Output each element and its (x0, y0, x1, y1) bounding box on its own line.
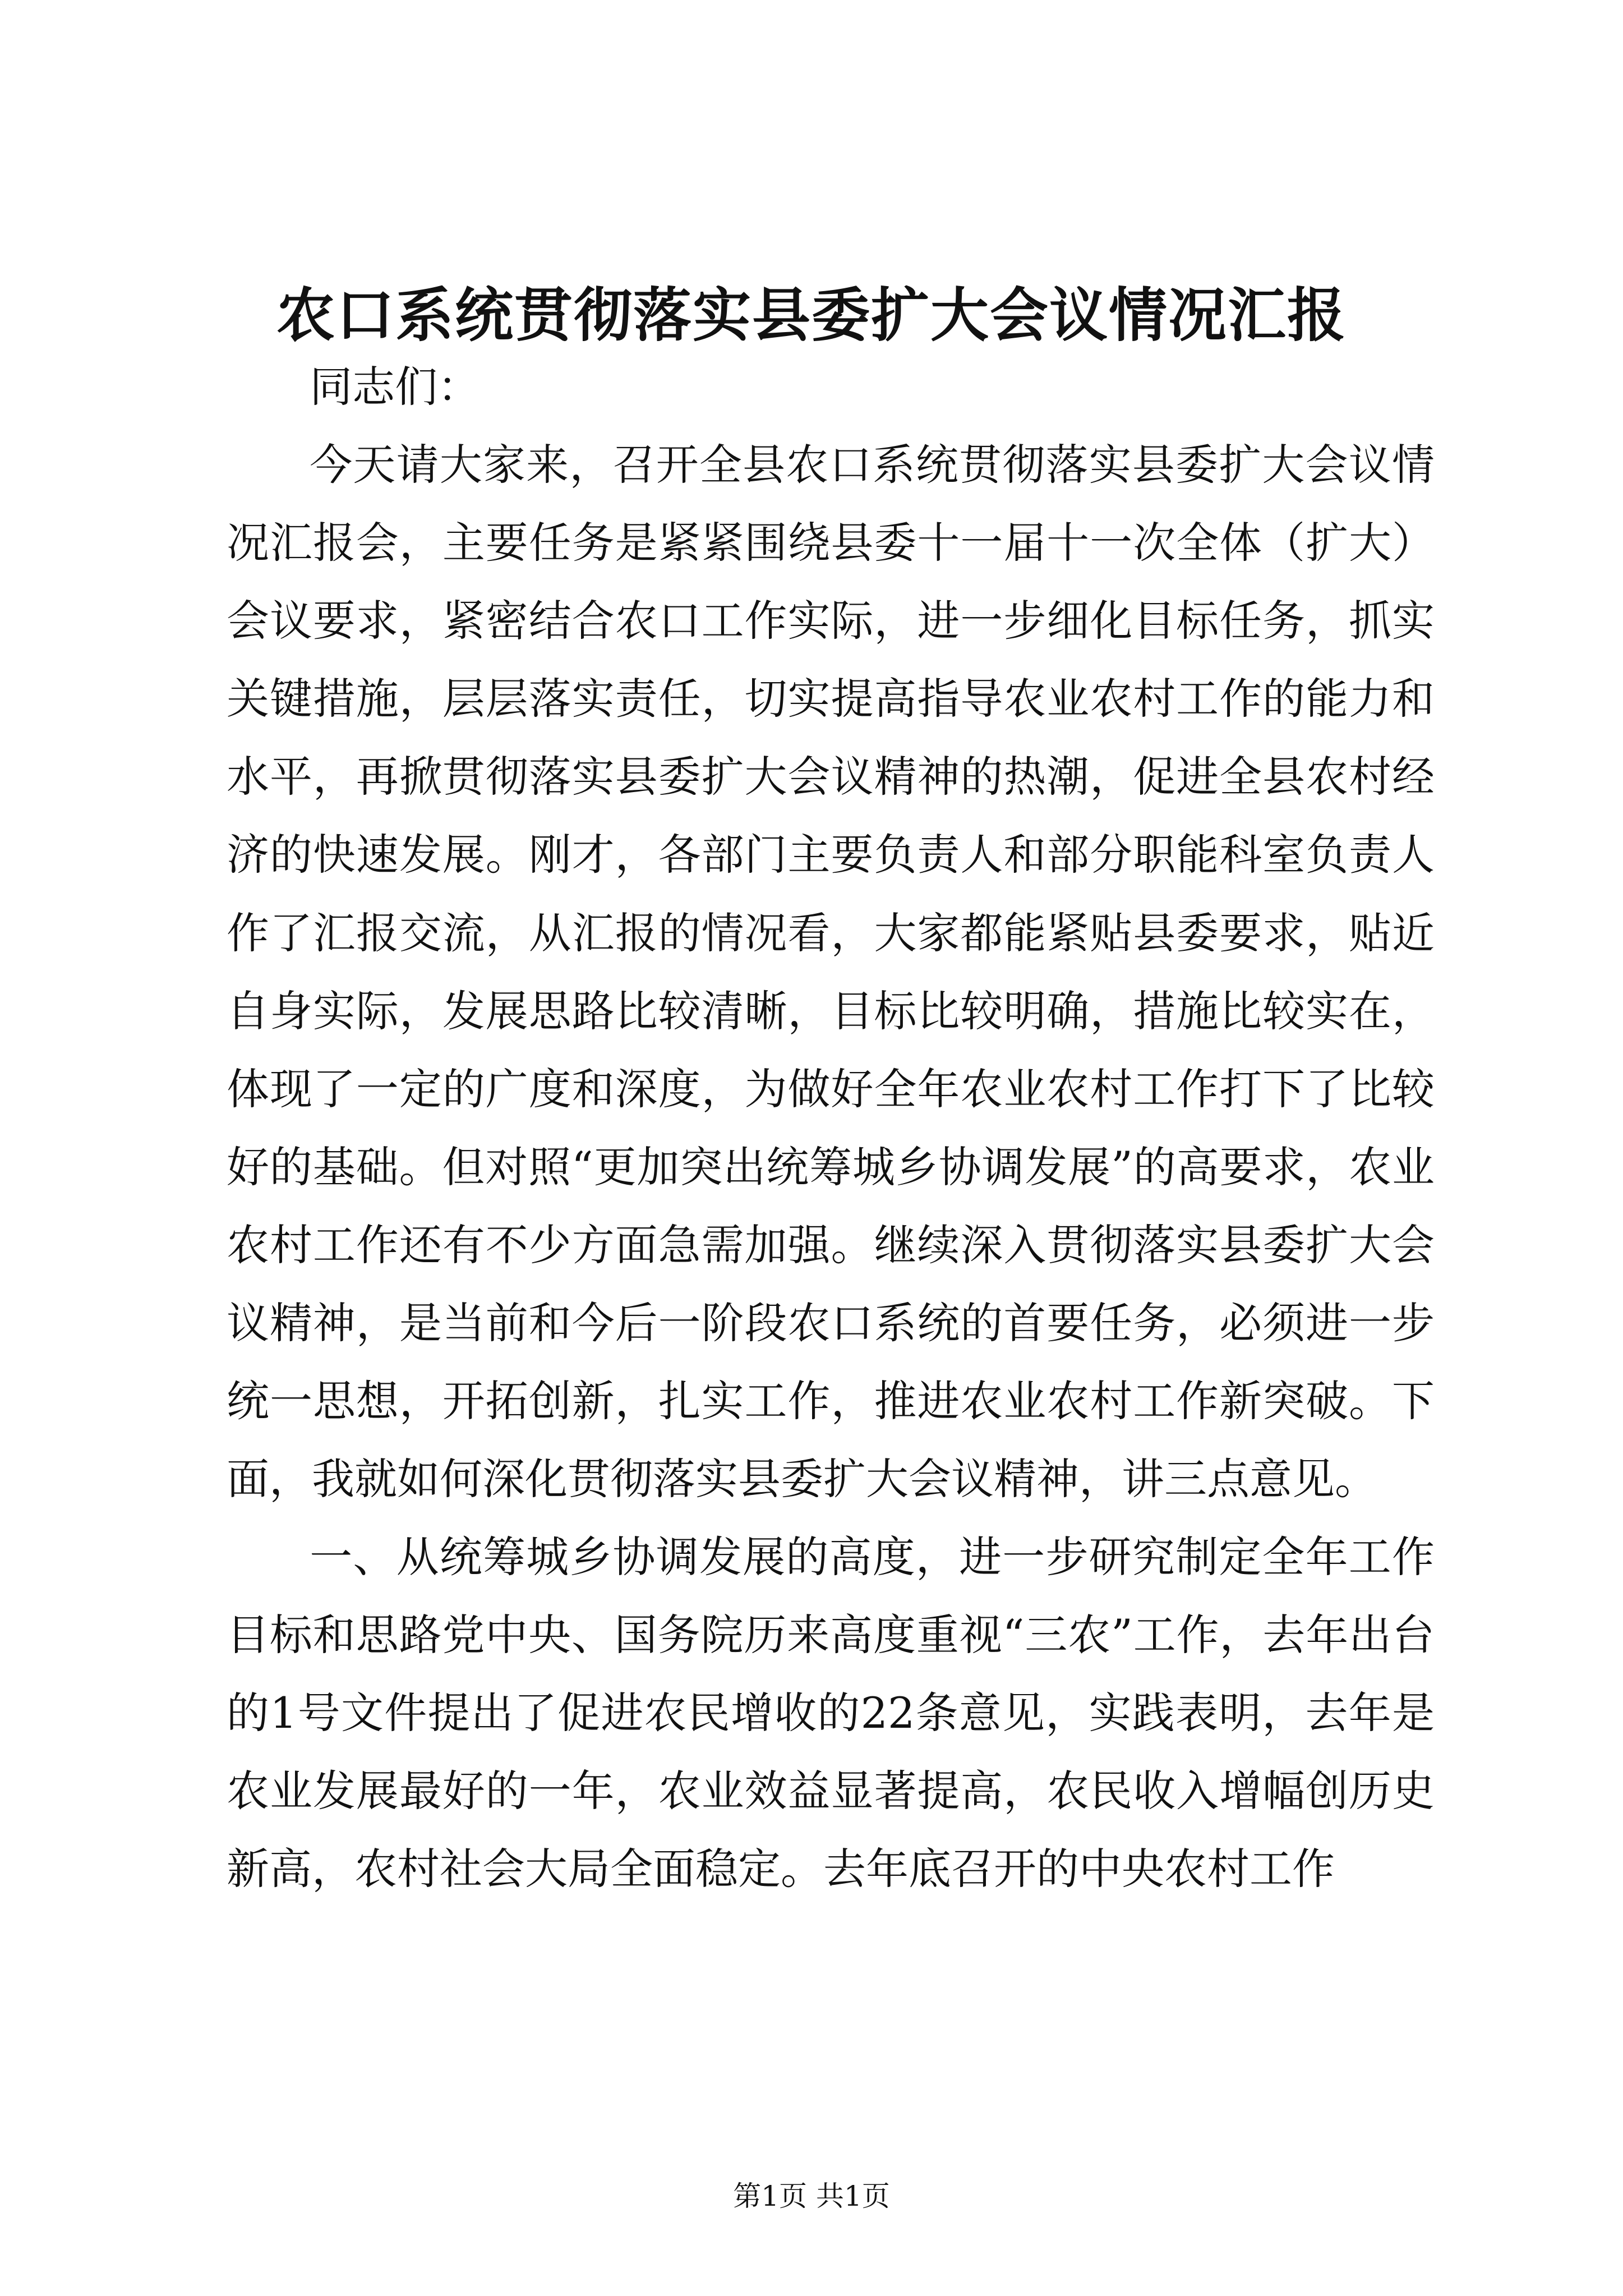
body-paragraph-1: 今天请大家来，召开全县农口系统贯彻落实县委扩大会议情况汇报会，主要任务是紧紧围绕县委十一届十一次全体（扩大）会议要求，紧密结合农口工作实际，进一步细化目标任务，抓实关键措施，层层落实责任，切实提高指导农业农村工作的能力和水平，再掀贯彻落实县委扩大会议精神的热潮，促进全县农村经济的快速发展。刚才，各部门主要负责人和部分职能科室负责人作了汇报交流，从汇报的情况看，大家都能紧贴县委要求，贴近自身实际，发展思路比较清晰，目标比较明确，措施比较实在，体现了一定的广度和深度，为做好全年农业农村工作打下了比较好的基础。但对照“更加突出统筹城乡协调发展”的高要求，农业农村工作还有不少方面急需加强。继续深入贯彻落实县委扩大会议精神，是当前和今后一阶段农口系统的首要任务，必须进一步统一思想，开拓创新，扎实工作，推进农业农村工作新突破。下面，我就如何深化贯彻落实县委扩大会议精神，讲三点意见。 (227, 440, 1435, 1504)
document-title: 农口系统贯彻落实县委扩大会议情况汇报 (276, 280, 1347, 349)
salutation: 同志们： (310, 362, 481, 412)
body-paragraph-2: 一、从统筹城乡协调发展的高度，进一步研究制定全年工作目标和思路党中央、国务院历来高度重视“三农”工作，去年出台的1号文件提出了促进农民增收的22条意见，实践表明，去年是农业发展最好的一年，农业效益显著提高，农民收入增幅创历史新高，农村社会大局全面稳定。去年底召开的中央农村工作 (227, 1532, 1435, 1894)
document-body (227, 348, 1435, 1908)
page-footer: 第1页 共1页 (733, 2180, 890, 2212)
